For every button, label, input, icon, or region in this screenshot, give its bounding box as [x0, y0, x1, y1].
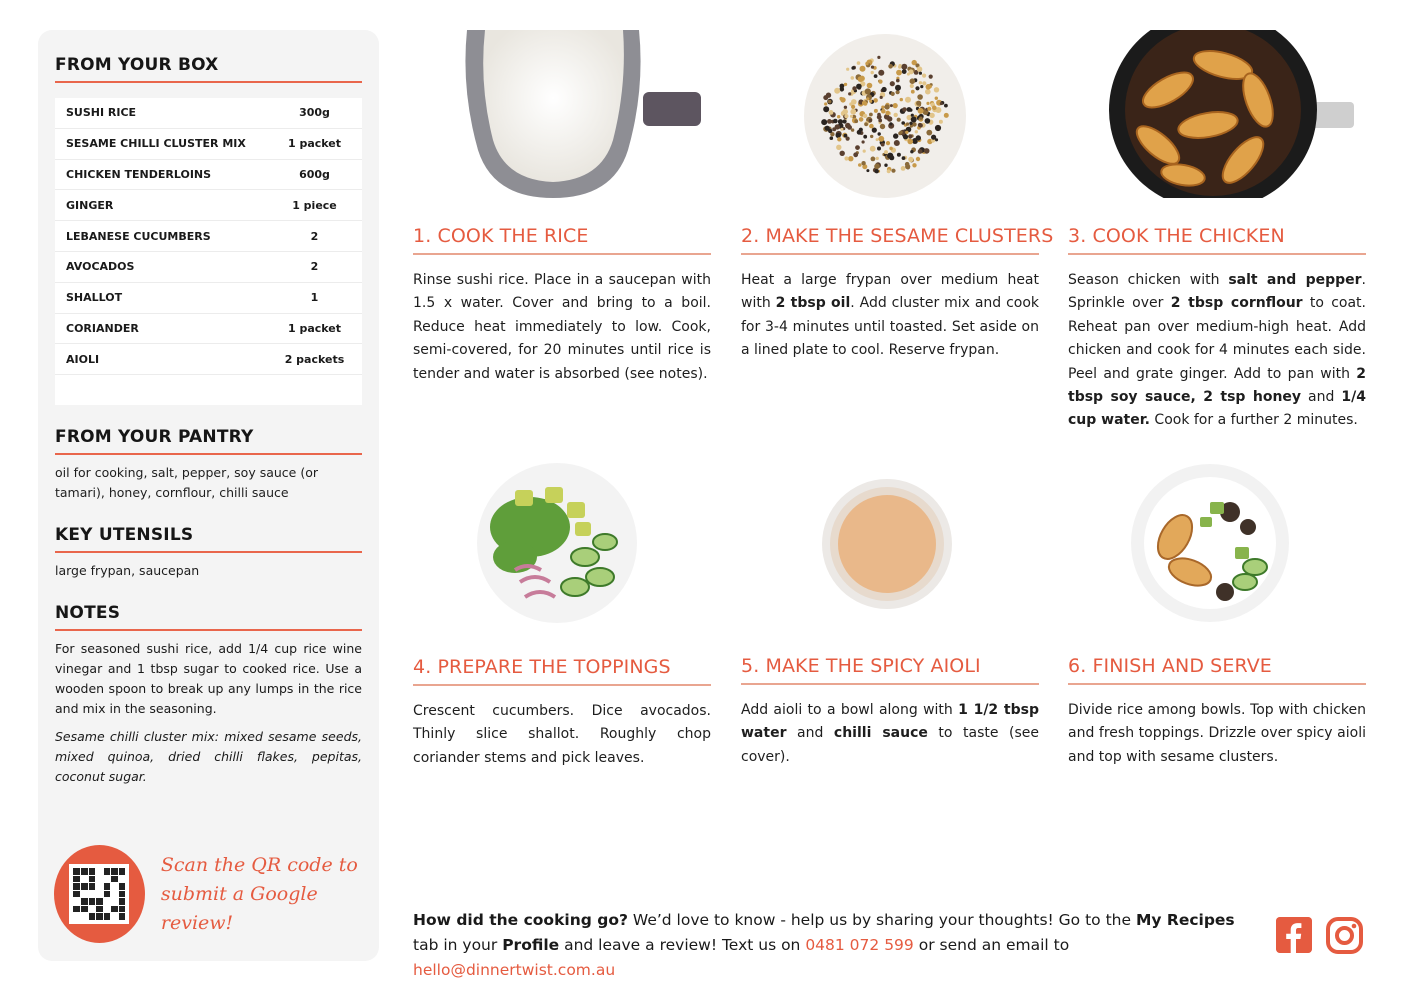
ingredient-name: GINGER [66, 198, 114, 212]
step-1-body [413, 269, 711, 386]
box-ingredients-table [55, 98, 362, 405]
ingredient-qty: 1 [310, 291, 319, 305]
utensils-text: large frypan, saucepan [55, 563, 200, 579]
step-6 [1068, 655, 1366, 769]
ingredient-name: SESAME CHILLI CLUSTER MIX [66, 137, 246, 151]
text-segment: and [786, 725, 834, 742]
text-segment: 2 tbsp cornflour [1170, 295, 1303, 312]
toppings-plate-image [475, 462, 639, 624]
notes-cluster-mix: Sesame chilli cluster mix: mixed sesame seeds, mixed quinoa, dried chilli flakes, pepitas, coconut sugar. [55, 729, 362, 785]
step-5-title: 5. MAKE THE SPICY AIOLI [741, 655, 1039, 685]
text-segment: 1/4 cup water. [1068, 389, 1366, 429]
text-segment: Crescent cucumbers. Dice avocados. Thinly slice shallot. Roughly chop coriander stems and pick leaves. [413, 703, 711, 766]
text-segment: 2 tbsp oil [775, 295, 851, 312]
ingredient-row [55, 160, 362, 191]
text-segment: to coat. Reheat pan over medium-high heat. Add chicken and cook for 4 minutes each side. Peel and grate ginger. Add to pan with [1068, 295, 1366, 382]
text-segment: 2 tbsp soy sauce, 2 tsp honey [1068, 365, 1366, 406]
ingredient-row [55, 314, 362, 345]
qr-circle [54, 845, 145, 943]
ingredient-qty: 1 packet [287, 321, 342, 335]
ingredient-qty: 600g [299, 167, 330, 181]
ingredient-row [55, 221, 362, 252]
text-segment: tab in your [413, 936, 503, 954]
ingredients-sidebar [38, 30, 379, 961]
text-segment: Heat a large frypan over medium heat with [741, 272, 1039, 312]
box-title: FROM YOUR BOX [55, 55, 362, 83]
ingredient-name: SUSHI RICE [66, 106, 137, 120]
sesame-clusters-image [803, 30, 967, 198]
step-5 [741, 655, 1039, 769]
step-5-body [741, 699, 1039, 769]
qr-review-area [54, 845, 379, 943]
ingredient-qty: 300g [299, 106, 330, 120]
text-segment: 1 1/2 tbsp water [741, 702, 1039, 742]
step-3-title: 3. COOK THE CHICKEN [1068, 225, 1366, 255]
ingredient-row [55, 283, 362, 314]
utensils-title: KEY UTENSILS [55, 525, 362, 553]
text-segment: Season chicken with [1068, 272, 1229, 288]
step-4 [413, 656, 711, 770]
step-6-title: 6. FINISH AND SERVE [1068, 655, 1366, 685]
notes-text: For seasoned sushi rice, add 1/4 cup rice wine vinegar and 1 tbsp sugar to cooked rice. Use a wooden spoon to break up any lumps in the rice and mix in the seasoning. [55, 641, 362, 717]
step-1-title: 1. COOK THE RICE [413, 225, 711, 255]
text-segment: chilli sauce [833, 725, 928, 742]
ingredient-qty: 2 [310, 260, 319, 274]
text-segment: How did the cooking go? [413, 911, 628, 929]
step-2-body [741, 269, 1039, 363]
ingredient-row [55, 252, 362, 283]
ingredient-name: LEBANESE CUCUMBERS [66, 229, 211, 243]
step-4-body [413, 700, 711, 770]
qr-caption [161, 851, 379, 938]
text-segment: . Sprinkle over [1068, 272, 1366, 312]
ingredient-name: CORIANDER [66, 321, 139, 335]
review-footer [413, 908, 1263, 983]
text-segment[interactable]: 0481 072 599 [805, 936, 914, 954]
ingredient-name: AVOCADOS [66, 260, 135, 274]
text-segment: and [1301, 389, 1342, 406]
text-segment: We’d love to know - help us by sharing your thoughts! Go to the [627, 911, 1136, 929]
pantry-text: oil for cooking, salt, pepper, soy sauce (or tamari), honey, cornflour, chilli sauce [55, 465, 319, 501]
rice-saucepan-image [463, 30, 703, 198]
text-segment[interactable]: hello@dinnertwist.com.au [413, 961, 616, 979]
step-3-body [1068, 269, 1366, 433]
text-segment: Cook for a further 2 minutes. [1149, 412, 1358, 429]
step-4-title: 4. PREPARE THE TOPPINGS [413, 656, 711, 686]
qr-code-icon[interactable] [69, 864, 129, 924]
step-3 [1068, 225, 1366, 433]
text-segment: to taste (see cover). [741, 725, 1039, 765]
ingredient-row [55, 98, 362, 129]
ingredient-qty: 2 [310, 229, 319, 243]
step-2-title: 2. MAKE THE SESAME CLUSTERS [741, 225, 1039, 255]
ingredient-row [55, 344, 362, 375]
ingredient-row [55, 129, 362, 160]
finished-bowl-image [1130, 462, 1290, 624]
facebook-icon[interactable] [1276, 917, 1312, 953]
text-segment: or send an email to [913, 936, 1070, 954]
step-1 [413, 225, 711, 386]
ingredient-qty: 1 piece [292, 198, 337, 212]
notes-title: NOTES [55, 603, 362, 631]
chicken-frypan-image [1108, 30, 1358, 198]
text-segment: Profile [502, 936, 560, 954]
text-segment: . Add cluster mix and cook for 3-4 minutes until toasted. Set aside on a lined plate to cool. Reserve frypan. [741, 295, 1040, 359]
qr-caption-line1: Scan the QR code to [160, 853, 358, 876]
ingredient-name: CHICKEN TENDERLOINS [66, 167, 212, 181]
qr-caption-line2: submit a Google review! [160, 882, 318, 934]
aioli-bowl-image [820, 478, 954, 610]
pantry-title: FROM YOUR PANTRY [55, 427, 362, 455]
ingredient-qty: 1 packet [287, 137, 342, 151]
text-segment: Rinse sushi rice. Place in a saucepan with 1.5 x water. Cover and bring to a boil. Reduce heat immediately to low. Cook, semi-covered, for 20 minutes until rice is tender and water is absorbed (see notes). [413, 272, 711, 382]
ingredient-qty: 2 packets [284, 352, 345, 366]
ingredient-name: AIOLI [66, 352, 100, 366]
ingredient-row [55, 190, 362, 221]
text-segment: salt and pepper [1228, 272, 1362, 288]
step-6-body [1068, 699, 1366, 769]
ingredient-name: SHALLOT [66, 291, 123, 305]
text-segment: and leave a review! Text us on [559, 936, 806, 954]
text-segment: Divide rice among bowls. Top with chicken and fresh toppings. Drizzle over spicy aioli and top with sesame clusters. [1068, 702, 1366, 765]
text-segment: Add aioli to a bowl along with [741, 702, 959, 718]
step-2 [741, 225, 1054, 363]
instagram-icon[interactable] [1326, 917, 1363, 954]
text-segment: My Recipes [1135, 911, 1235, 929]
